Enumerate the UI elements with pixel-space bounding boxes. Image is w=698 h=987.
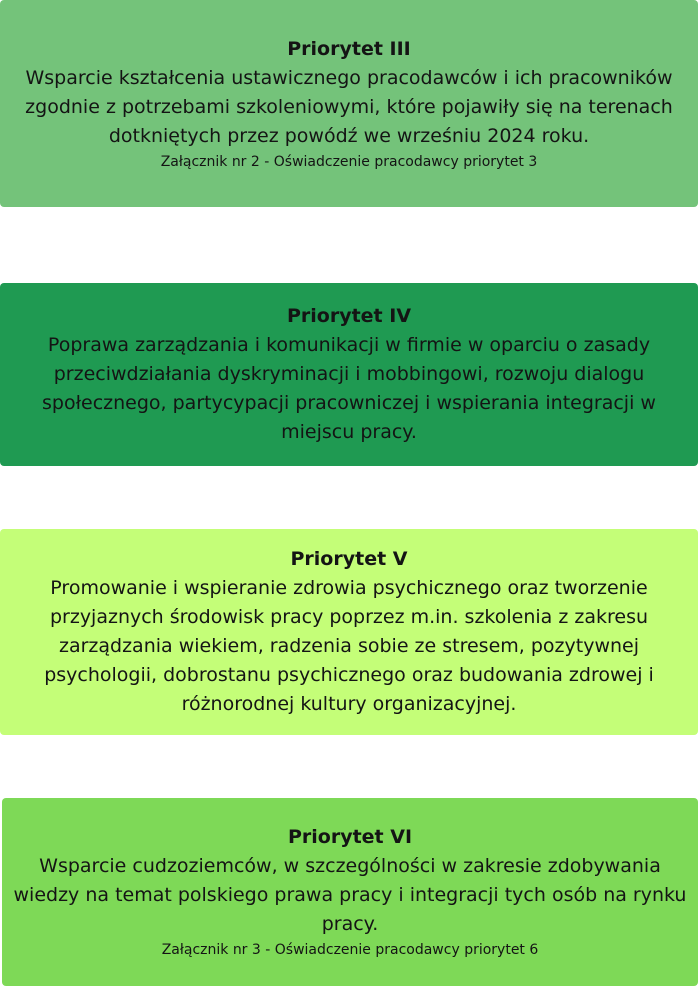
priority-6-title: Priorytet VI [287,826,413,848]
priority-6-attachment-note: Załącznik nr 3 - Oświadczenie pracodawcy priorytet 6 [161,942,539,958]
priority-3-attachment-note: Załącznik nr 2 - Oświadczenie pracodawcy priorytet 3 [160,153,538,170]
priority-6-description: Wsparcie cudzoziemców, w szczególności w zakresie zdobywania wiedzy na temat polskiego prawa pracy i integracji tych osób na rynku pracy. [13,855,687,935]
priority-4-card [0,283,698,466]
priority-4-title: Priorytet IV [286,305,412,327]
priority-3-card [0,0,698,207]
priority-6-card [2,798,698,986]
priority-5-card [0,529,698,735]
priority-5-description: Promowanie i wspieranie zdrowia psychicznego oraz tworzenie przyjaznych środowisk pracy poprzez m.in. szkolenia z zakresu zarządzania wiekiem, radzenia sobie ze stresem, pozytywnej psychologii, dobrostanu psychicznego oraz budowania zdrowej i różnorodnej kultury organizacyjnej. [44,577,654,715]
priority-4-description: Poprawa zarządzania i komunikacji w firmie w oparciu o zasady przeciwdziałania dyskryminacji i mobbingowi, rozwoju dialogu społecznego, partycypacji pracowniczej i wspierania integracji w miejscu pracy. [42,334,656,443]
priority-3-title: Priorytet III [287,37,411,60]
priority-5-title: Priorytet V [290,548,408,570]
priority-3-description: Wsparcie kształcenia ustawicznego pracodawców i ich pracowników zgodnie z potrzebami szkoleniowymi, które pojawiły się na terenach dotkniętych przez powódź we wrześniu 2024 roku. [25,66,673,147]
